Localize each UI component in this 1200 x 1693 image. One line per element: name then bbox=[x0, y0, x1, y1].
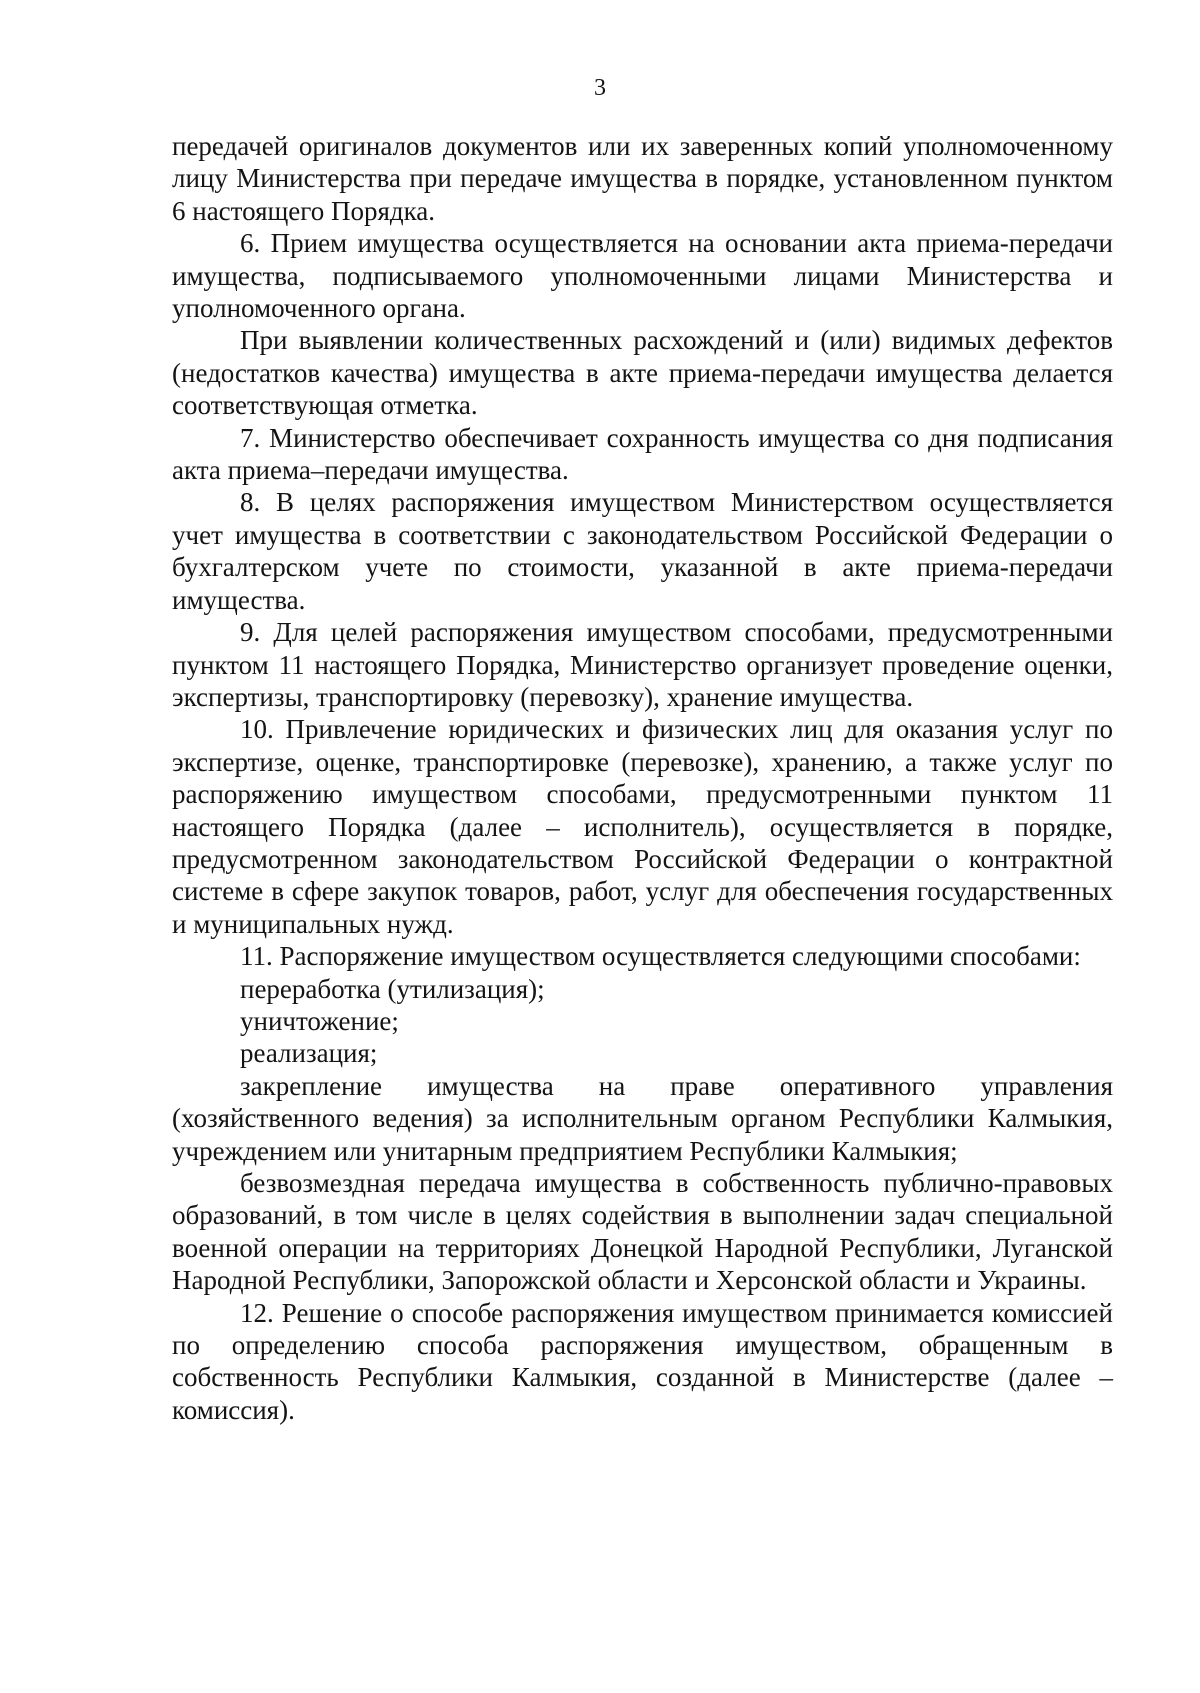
paragraph-item-10: 10. Привлечение юридических и физических лиц для оказания услуг по экспертизе, оценке, транспортировке (перевозке), хранению, а также услуг по распоряжению имуществом способами, предусмотренными пунктом 11 настоящего Порядка (далее – исполнитель), осуществляется в порядке, предусмотренном законодательством Российской Федерации о контрактной системе в сфере закупок товаров, работ, услуг для обеспечения государственных и муниципальных нужд. bbox=[172, 714, 1113, 939]
paragraph-item-9: 9. Для целей распоряжения имуществом способами, предусмотренными пунктом 11 настоящего Порядка, Министерство организует проведение оценки, экспертизы, транспортировку (перевозку), хранение имущества. bbox=[172, 617, 1113, 712]
list-item-free-transfer: безвозмездная передача имущества в собственность публично-правовых образований, в том числе в целях содействия в выполнении задач специальной военной операции на территориях Донецкой Народной Республики, Луганской Народной Республики, Запорожской области и Херсонской области и Украины. bbox=[172, 1168, 1113, 1296]
document-body bbox=[172, 130, 1113, 1426]
paragraph-continuation: передачей оригиналов документов или их заверенных копий уполномоченному лицу Министерства при передаче имущества в порядке, установленном пунктом 6 настоящего Порядка. bbox=[172, 131, 1113, 226]
page-number: 3 bbox=[594, 75, 606, 101]
paragraph-item-6: 6. Прием имущества осуществляется на основании акта приема-передачи имущества, подписываемого уполномоченными лицами Министерства и уполномоченного органа. bbox=[172, 228, 1113, 324]
paragraph-item-12: 12. Решение о способе распоряжения имуществом принимается комиссией по определению способа распоряжения имуществом, обращенным в собственность Республики Калмыкия, созданной в Министерстве (далее – комиссия). bbox=[172, 1297, 1113, 1425]
list-item-destruction: уничтожение; bbox=[240, 1005, 399, 1036]
list-item-recycling: переработка (утилизация); bbox=[240, 973, 545, 1004]
paragraph-item-7: 7. Министерство обеспечивает сохранность имущества со дня подписания акта приема–передачи имущества. bbox=[172, 422, 1113, 486]
list-item-sale: реализация; bbox=[240, 1038, 378, 1069]
list-item-assignment: закрепление имущества на праве оперативного управления (хозяйственного ведения) за исполнительным органом Республики Калмыкия, учреждением или унитарным предприятием Республики Калмыкия; bbox=[172, 1070, 1113, 1166]
paragraph-item-11: 11. Распоряжение имуществом осуществляется следующими способами: bbox=[240, 941, 1081, 972]
paragraph-item-8: 8. В целях распоряжения имуществом Министерством осуществляется учет имущества в соответствии с законодательством Российской Федерации о бухгалтерском учете по стоимости, указанной в акте приема-передачи имущества. bbox=[172, 487, 1113, 615]
paragraph-item-6-defects: При выявлении количественных расхождений и (или) видимых дефектов (недостатков качества) имущества в акте приема-передачи имущества делается соответствующая отметка. bbox=[172, 325, 1113, 421]
